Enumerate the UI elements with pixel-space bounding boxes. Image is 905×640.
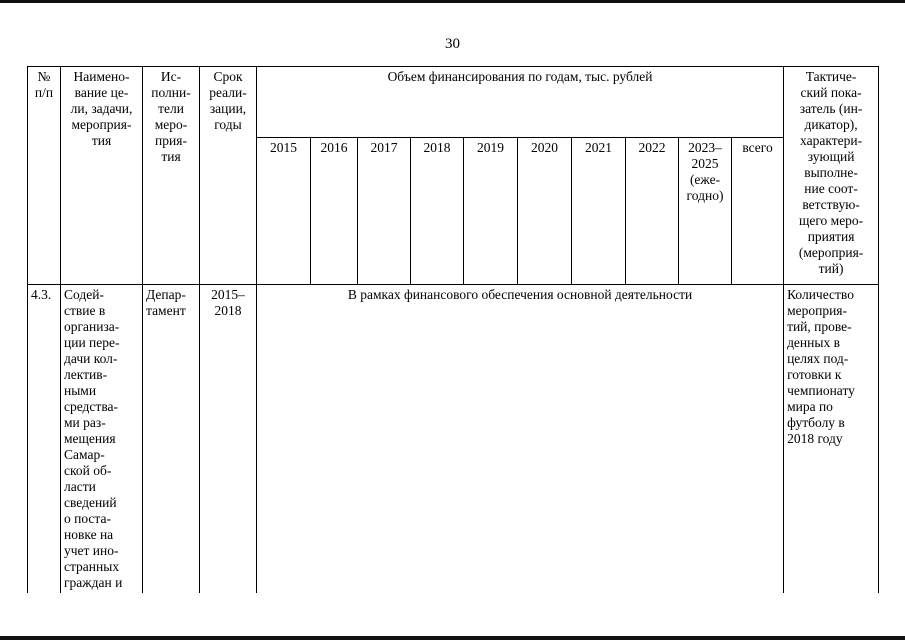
header-term: Срок реали- зации, годы xyxy=(200,67,257,285)
header-num: № п/п xyxy=(28,67,61,285)
header-indicator: Тактиче- ский пока- затель (ин- дикатор), характери- зующий выполне- ние соот- ветствую- щего меро- приятия (мероприя- тий) xyxy=(784,67,879,285)
row-executor: Депар- тамент xyxy=(143,285,200,594)
year-2020: 2020 xyxy=(518,138,572,285)
table-row xyxy=(28,285,879,594)
year-total: всего xyxy=(732,138,784,285)
year-2022: 2022 xyxy=(626,138,679,285)
page-number: 30 xyxy=(445,36,460,52)
header-row-1 xyxy=(28,67,879,138)
row-term: 2015– 2018 xyxy=(200,285,257,594)
header-name: Наимено- вание це- ли, задачи, мероприя- тия xyxy=(61,67,143,285)
year-2018: 2018 xyxy=(411,138,464,285)
year-2016: 2016 xyxy=(311,138,358,285)
row-num: 4.3. xyxy=(28,285,61,594)
row-financing-note: В рамках финансового обеспечения основной деятельности xyxy=(257,285,784,594)
row-name: Содей- ствие в организа- ции пере- дачи кол- лектив- ными средства- ми раз- мещения Самар- ской об- ласти сведений о поста- новке на учет ино- странных граждан и xyxy=(61,285,143,594)
header-financing: Объем финансирования по годам, тыс. рублей xyxy=(257,67,784,138)
year-2017: 2017 xyxy=(358,138,411,285)
header-executors: Ис- полни- тели меро- прия- тия xyxy=(143,67,200,285)
year-2023-2025: 2023– 2025 (еже- годно) xyxy=(679,138,732,285)
year-2021: 2021 xyxy=(572,138,626,285)
year-2015: 2015 xyxy=(257,138,311,285)
bottom-rule xyxy=(0,636,905,640)
row-indicator: Количество мероприя- тий, прове- денных в целях под- готовки к чемпионату мира по футболу в 2018 году xyxy=(784,285,879,594)
top-rule xyxy=(0,0,905,3)
year-2019: 2019 xyxy=(464,138,518,285)
financing-table xyxy=(27,66,879,593)
